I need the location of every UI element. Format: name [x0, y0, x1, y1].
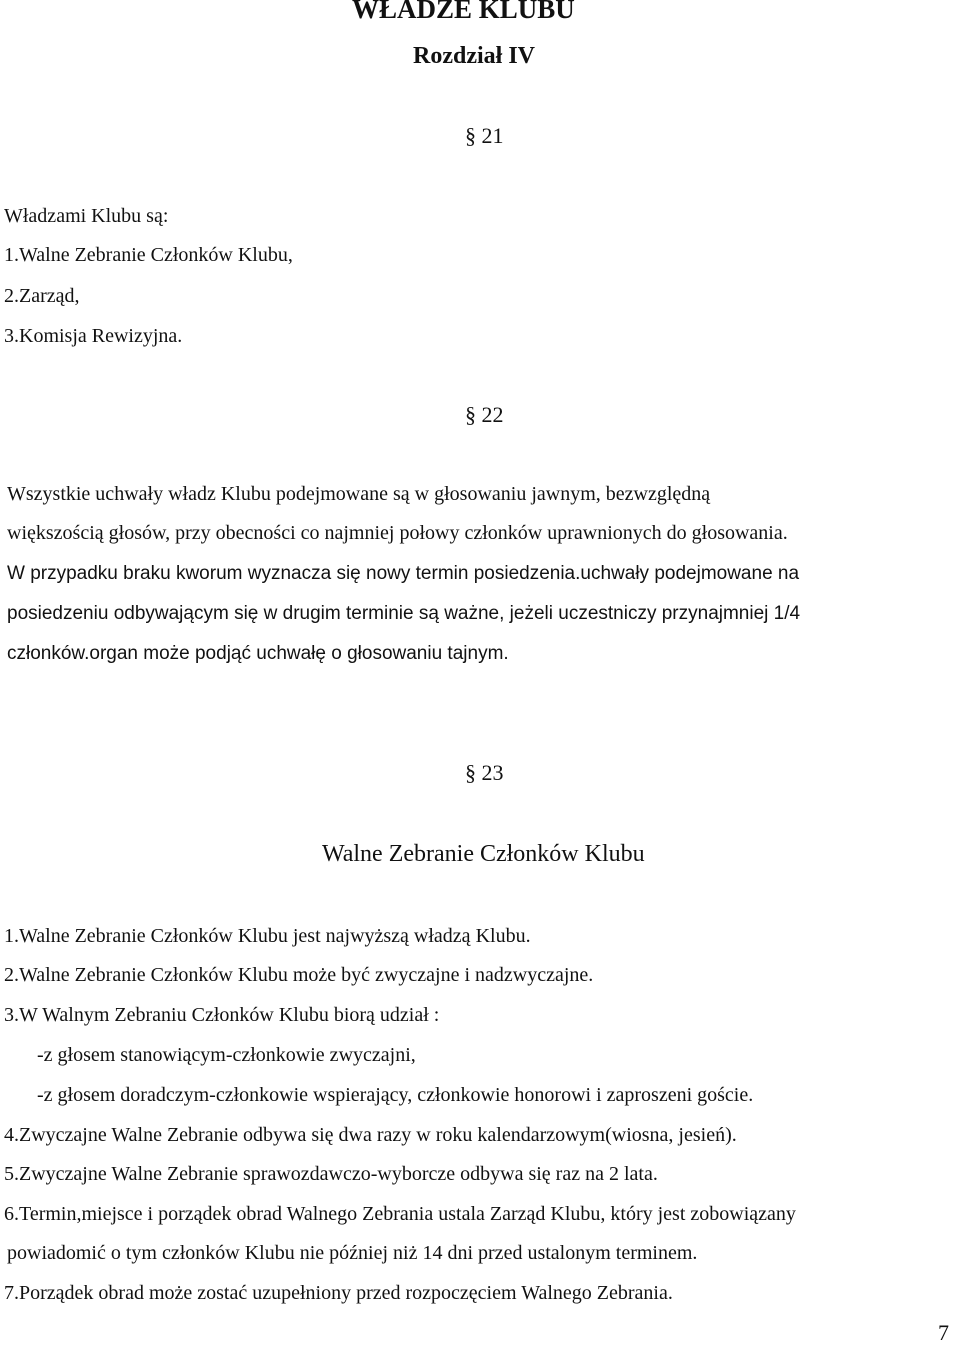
section-21-intro: Władzami Klubu są:: [4, 205, 169, 227]
list-item: 6.Termin,miejsce i porządek obrad Walnego Zebrania ustala Zarząd Klubu, który jest zobowiązany: [4, 1203, 796, 1225]
section-21-heading: [465, 125, 504, 147]
section-23-subheading: Walne Zebranie Członków Klubu: [322, 841, 645, 867]
list-subitem: -z głosem stanowiącym-członkowie zwyczajni,: [37, 1044, 416, 1066]
section-symbol: §: [465, 402, 476, 427]
list-item: 1.Walne Zebranie Członków Klubu,: [4, 244, 293, 266]
list-item: 3.Komisja Rewizyjna.: [4, 325, 183, 347]
list-item: 4.Zwyczajne Walne Zebranie odbywa się dwa razy w roku kalendarzowym(wiosna, jesień).: [4, 1124, 737, 1146]
list-item: 2.Zarząd,: [4, 285, 80, 307]
section-number: 22: [481, 402, 504, 427]
section-symbol: §: [465, 760, 476, 785]
list-item: 5.Zwyczajne Walne Zebranie sprawozdawczo-wyborcze odbywa się raz na 2 lata.: [4, 1163, 658, 1185]
paragraph-line: posiedzeniu odbywającym się w drugim terminie są ważne, jeżeli uczestniczy przynajmniej 1/4: [7, 603, 801, 624]
paragraph-line: członków.organ może podjąć uchwałę o głosowaniu tajnym.: [7, 643, 509, 664]
list-item-continuation: powiadomić o tym członków Klubu nie później niż 14 dni przed ustalonym terminem.: [7, 1242, 698, 1264]
section-23-heading: [465, 762, 504, 784]
section-22-heading: [465, 404, 504, 426]
list-item: 7.Porządek obrad może zostać uzupełniony przed rozpoczęciem Walnego Zebrania.: [4, 1282, 673, 1304]
document-title: WŁADZE KLUBU: [352, 0, 575, 24]
list-item: 1.Walne Zebranie Członków Klubu jest najwyższą władzą Klubu.: [4, 925, 531, 947]
list-item: 3.W Walnym Zebraniu Członków Klubu biorą udział :: [4, 1004, 440, 1026]
chapter-heading: Rozdział IV: [413, 43, 535, 69]
section-number: 21: [481, 123, 504, 148]
paragraph-line: większością głosów, przy obecności co najmniej połowy członków uprawnionych do głosowania.: [7, 522, 788, 544]
section-number: 23: [481, 760, 504, 785]
list-subitem: -z głosem doradczym-członkowie wspierający, członkowie honorowi i zaproszeni goście.: [37, 1084, 754, 1106]
paragraph-line: W przypadku braku kworum wyznacza się nowy termin posiedzenia.uchwały podejmowane na: [7, 563, 800, 584]
page-number: 7: [938, 1320, 949, 1345]
paragraph-line: Wszystkie uchwały władz Klubu podejmowane są w głosowaniu jawnym, bezwzględną: [7, 483, 711, 505]
list-item: 2.Walne Zebranie Członków Klubu może być zwyczajne i nadzwyczajne.: [4, 964, 594, 986]
section-symbol: §: [465, 123, 476, 148]
